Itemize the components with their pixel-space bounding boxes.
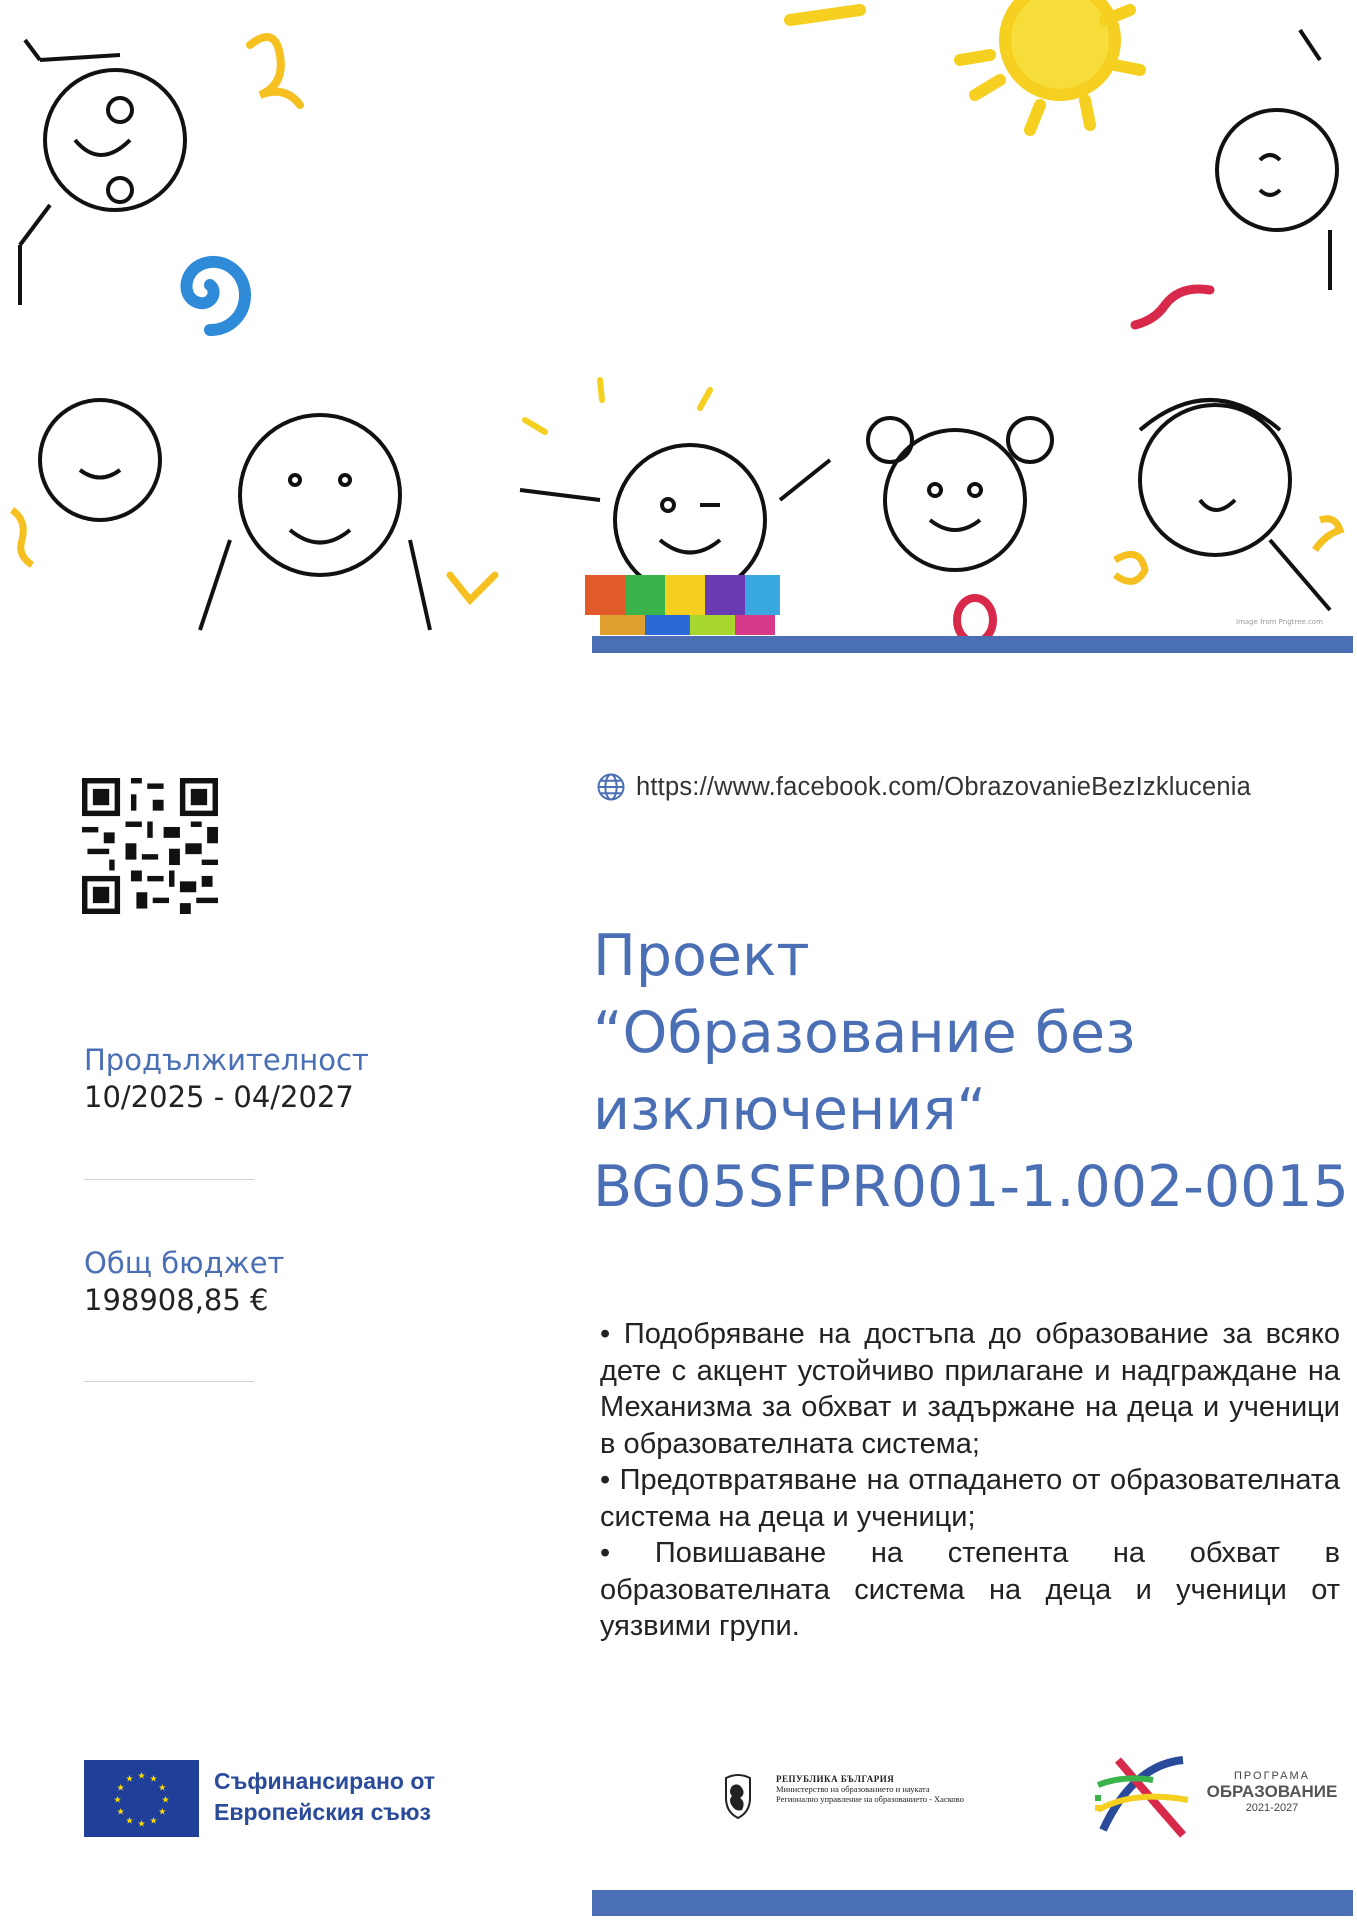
globe-icon xyxy=(596,772,626,802)
divider xyxy=(84,1381,254,1382)
yellow-squiggle xyxy=(250,37,300,105)
duration-label: Продължителност xyxy=(84,1043,369,1077)
title-line: изключения“ xyxy=(593,1077,987,1143)
blue-swirl xyxy=(187,262,246,330)
eu-star-icon: ★ xyxy=(149,1816,158,1827)
duration-value: 10/2025 - 04/2027 xyxy=(84,1080,354,1114)
eu-star-icon: ★ xyxy=(113,1795,122,1806)
project-goals xyxy=(600,1316,1340,1645)
eu-star-icon: ★ xyxy=(137,1819,146,1830)
bottom-accent-bar xyxy=(592,1890,1353,1916)
ministry-logo-text: РЕПУБЛИКА БЪЛГАРИЯ Министерство на образованието и науката Регионално управление на образованието - Хасково xyxy=(776,1774,964,1804)
children-illustration xyxy=(0,0,1357,640)
colorful-shirt xyxy=(585,575,780,635)
eu-flag-logo xyxy=(84,1760,199,1837)
bulgaria-coat-of-arms-icon xyxy=(718,1772,758,1822)
goal-item: • Повишаване на степента на обхват в образователната система на деца и ученици от уязвими групи. xyxy=(600,1537,1340,1642)
eu-star-icon: ★ xyxy=(116,1783,125,1794)
goal-item: • Предотвратяване на отпадането от образователната система на деца и ученици; xyxy=(600,1464,1340,1533)
education-program-text: ПРОГРАМА ОБРАЗОВАНИЕ 2021-2027 xyxy=(1206,1770,1338,1814)
budget-label: Общ бюджет xyxy=(84,1246,285,1280)
eu-star-icon: ★ xyxy=(161,1795,170,1806)
image-credit: Image from Pngtree.com xyxy=(1236,618,1323,626)
eu-star-icon: ★ xyxy=(116,1807,125,1818)
eu-star-icon: ★ xyxy=(158,1807,167,1818)
eu-star-icon: ★ xyxy=(125,1816,134,1827)
project-title xyxy=(593,918,1353,1226)
qr-code xyxy=(82,778,218,914)
red-squiggle xyxy=(1135,289,1210,325)
project-code: BG05SFPR001-1.002-0015 xyxy=(593,1154,1349,1220)
goal-item: • Подобряване на достъпа до образование за всяко дете с акцент устойчиво прилагане и надграждане на Механизма за обхват и задържане на деца и ученици в образователната система; xyxy=(600,1318,1340,1460)
top-accent-bar xyxy=(592,636,1353,653)
facebook-url[interactable]: https://www.facebook.com/ObrazovanieBezIzklucenia xyxy=(636,772,1252,801)
eu-star-icon: ★ xyxy=(137,1771,146,1782)
sun-drawing xyxy=(790,0,1140,130)
eu-star-icon: ★ xyxy=(125,1774,134,1785)
title-line: “Образование без xyxy=(593,1000,1136,1066)
eu-cofinanced-text: Съфинансирано от Европейския съюз xyxy=(214,1768,436,1825)
education-program-logo xyxy=(1093,1755,1193,1840)
eu-star-icon: ★ xyxy=(149,1774,158,1785)
title-line: Проект xyxy=(593,923,810,989)
divider xyxy=(84,1179,254,1180)
facebook-link-row[interactable] xyxy=(596,772,1251,802)
budget-value: 198908,85 € xyxy=(84,1283,269,1317)
eu-star-icon: ★ xyxy=(158,1783,167,1794)
